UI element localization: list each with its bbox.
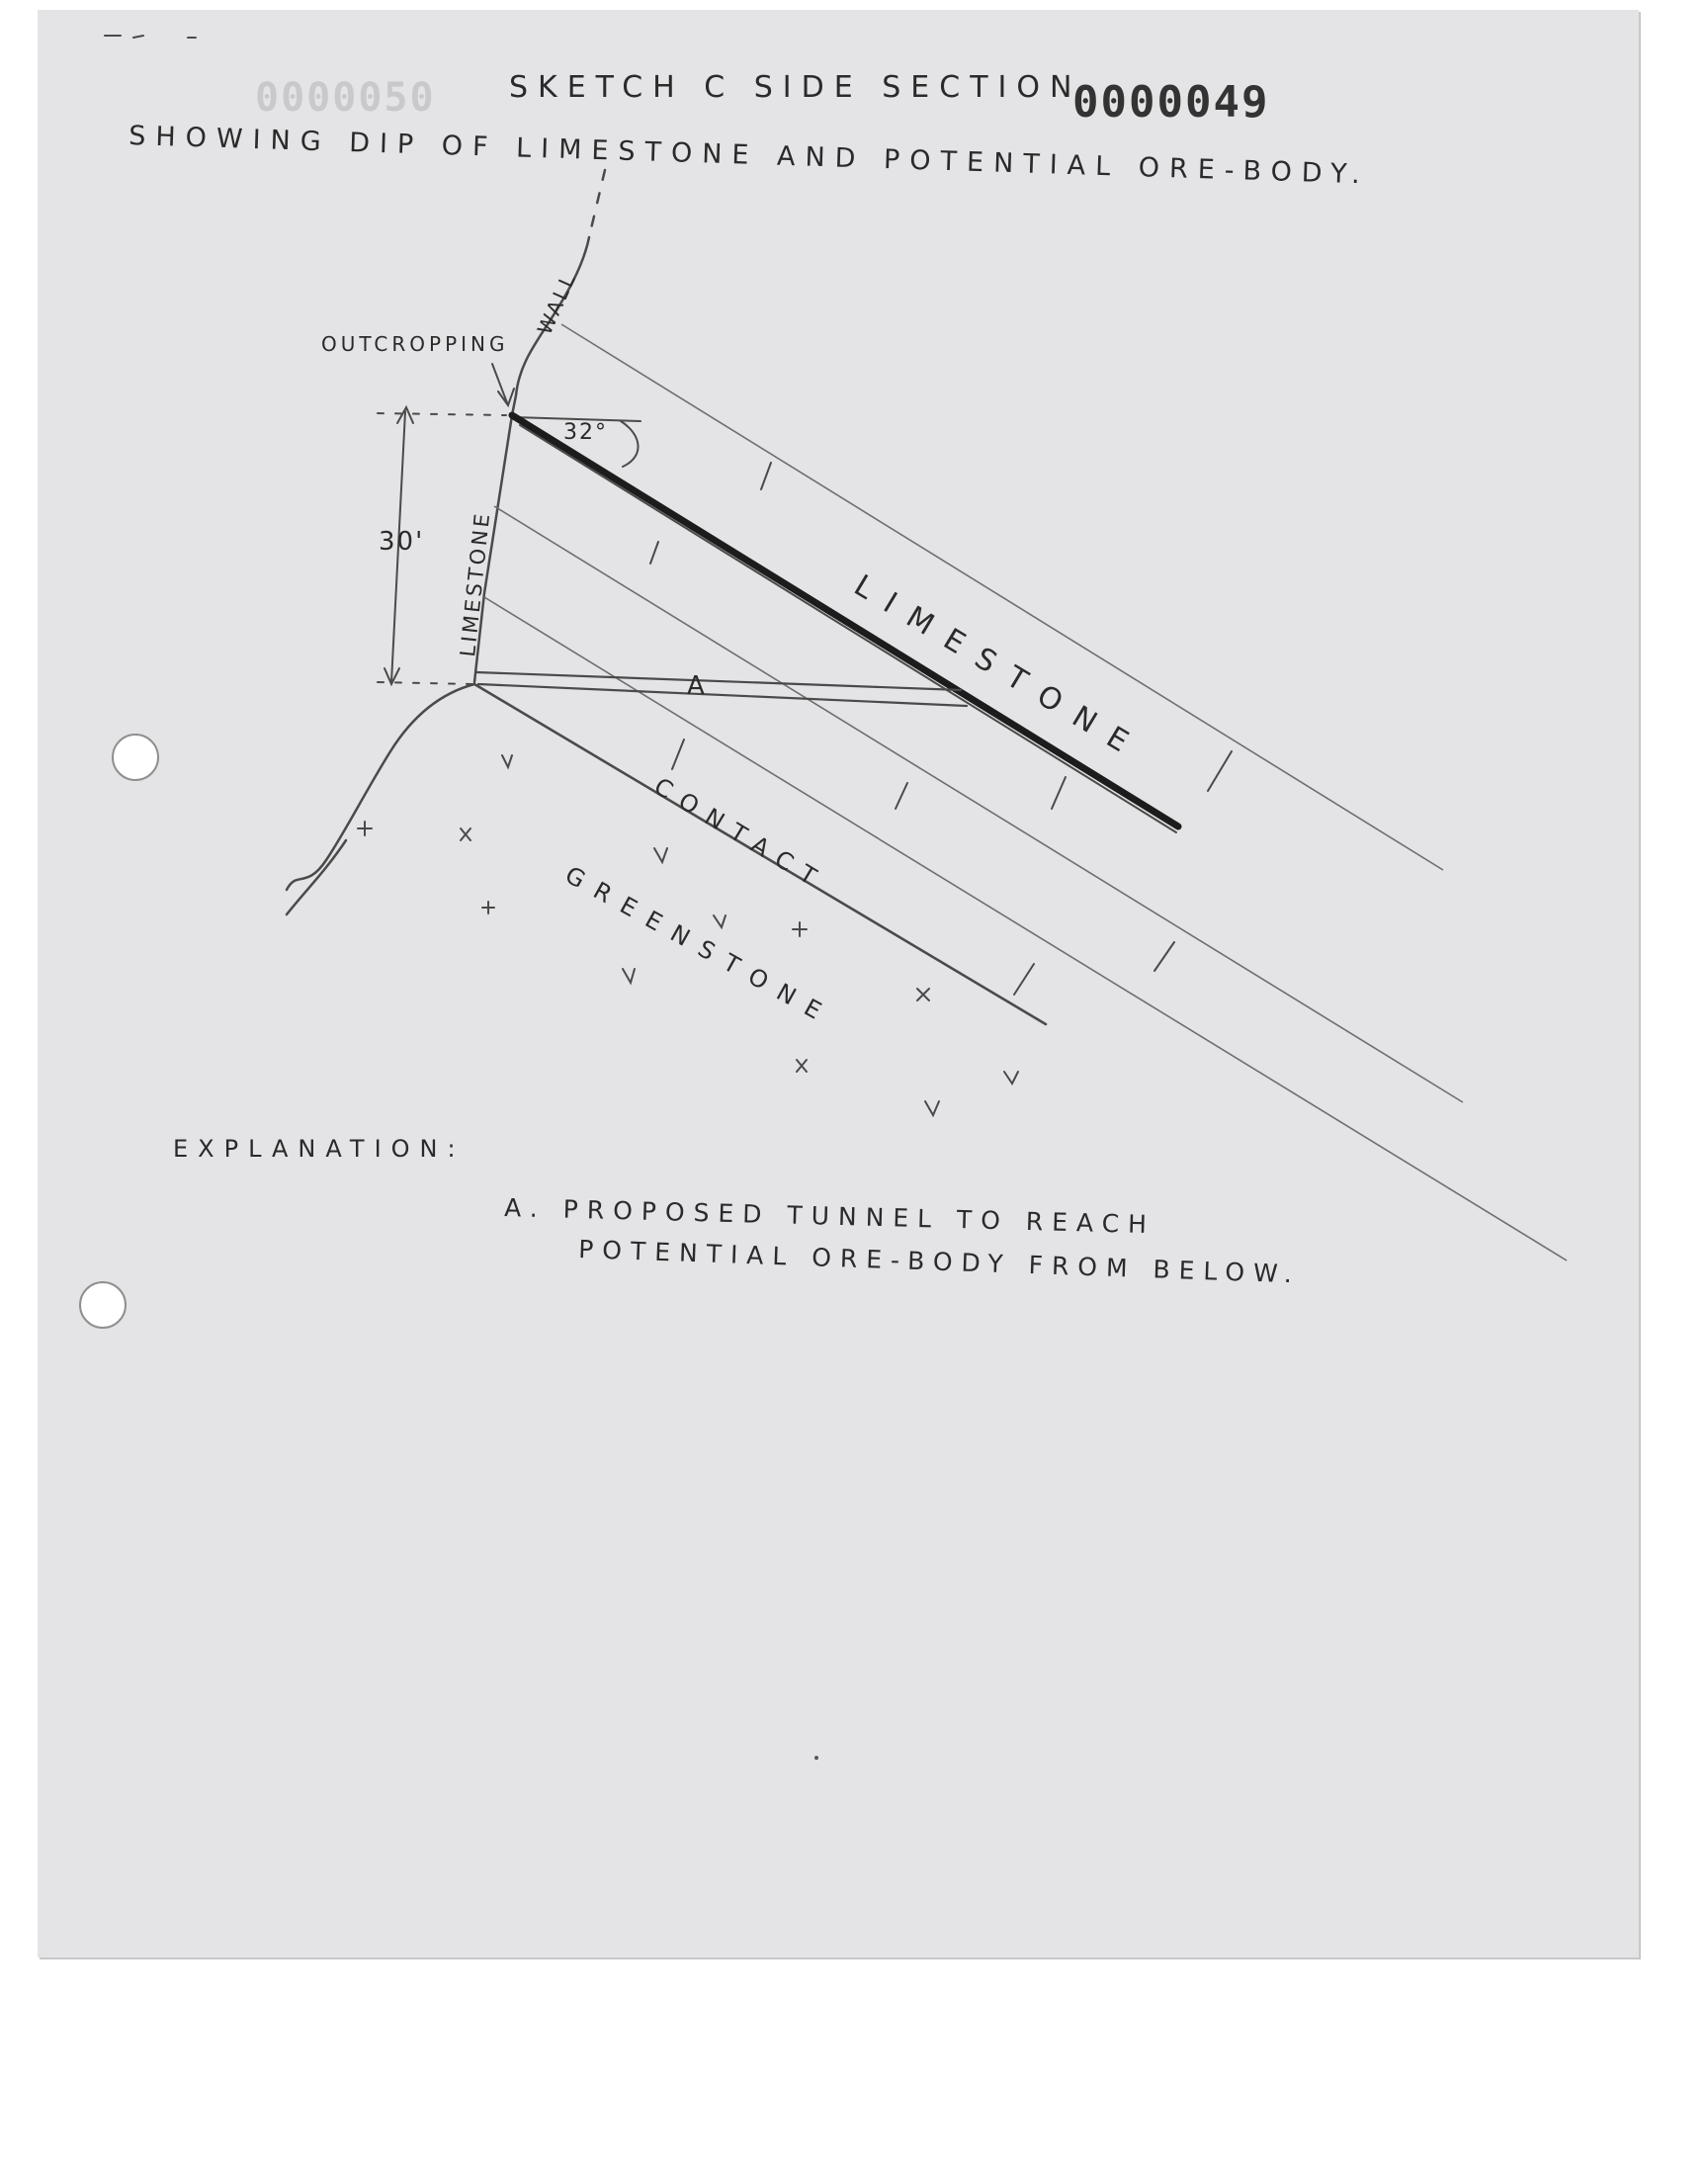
height-label: 30' bbox=[379, 527, 425, 557]
angle-arc bbox=[621, 421, 639, 467]
outcropping-arrow-shaft bbox=[492, 364, 508, 405]
contact-label: CONTACT bbox=[648, 772, 831, 898]
limestone-label: LIMESTONE bbox=[847, 567, 1150, 769]
sketch-title: SKETCH C SIDE SECTION bbox=[509, 70, 1082, 105]
outcropping-label: OUTCROPPING bbox=[321, 332, 509, 356]
angle-label: 32° bbox=[563, 420, 608, 445]
wall-dashed-extension bbox=[589, 170, 605, 237]
outcropping-arrow-head bbox=[498, 389, 514, 405]
greenstone-label: GREENSTONE bbox=[560, 860, 838, 1032]
strata-line-2 bbox=[494, 506, 1463, 1102]
explanation-item-line1: A. PROPOSED TUNNEL TO REACH bbox=[503, 1193, 1156, 1240]
sketch-subtitle: SHOWING DIP OF LIMESTONE AND POTENTIAL ORE-BODY. bbox=[128, 121, 1371, 191]
stray-pen-marks bbox=[105, 36, 196, 38]
strata-line-1 bbox=[561, 324, 1443, 870]
document-stamp-number: 0000049 bbox=[1072, 77, 1270, 128]
limestone-vertical-label: LIMESTONE bbox=[456, 509, 495, 658]
ghost-stamp-number: 0000050 bbox=[255, 75, 436, 121]
binder-hole-top bbox=[113, 735, 158, 780]
explanation-item-line2: POTENTIAL ORE-BODY FROM BELOW. bbox=[577, 1235, 1302, 1289]
hillside-slope bbox=[287, 840, 346, 914]
binder-hole-bottom bbox=[80, 1282, 126, 1328]
wall-label: WALL bbox=[532, 268, 581, 339]
explanation-heading: EXPLANATION: bbox=[173, 1135, 466, 1163]
bedding-ticks bbox=[650, 463, 1232, 995]
stray-dot bbox=[814, 1756, 818, 1760]
tunnel-label: A bbox=[687, 671, 705, 701]
ore-body-shadow-line bbox=[520, 425, 1176, 832]
dimension-top-dashed bbox=[378, 413, 506, 415]
hillside-profile bbox=[287, 684, 474, 890]
